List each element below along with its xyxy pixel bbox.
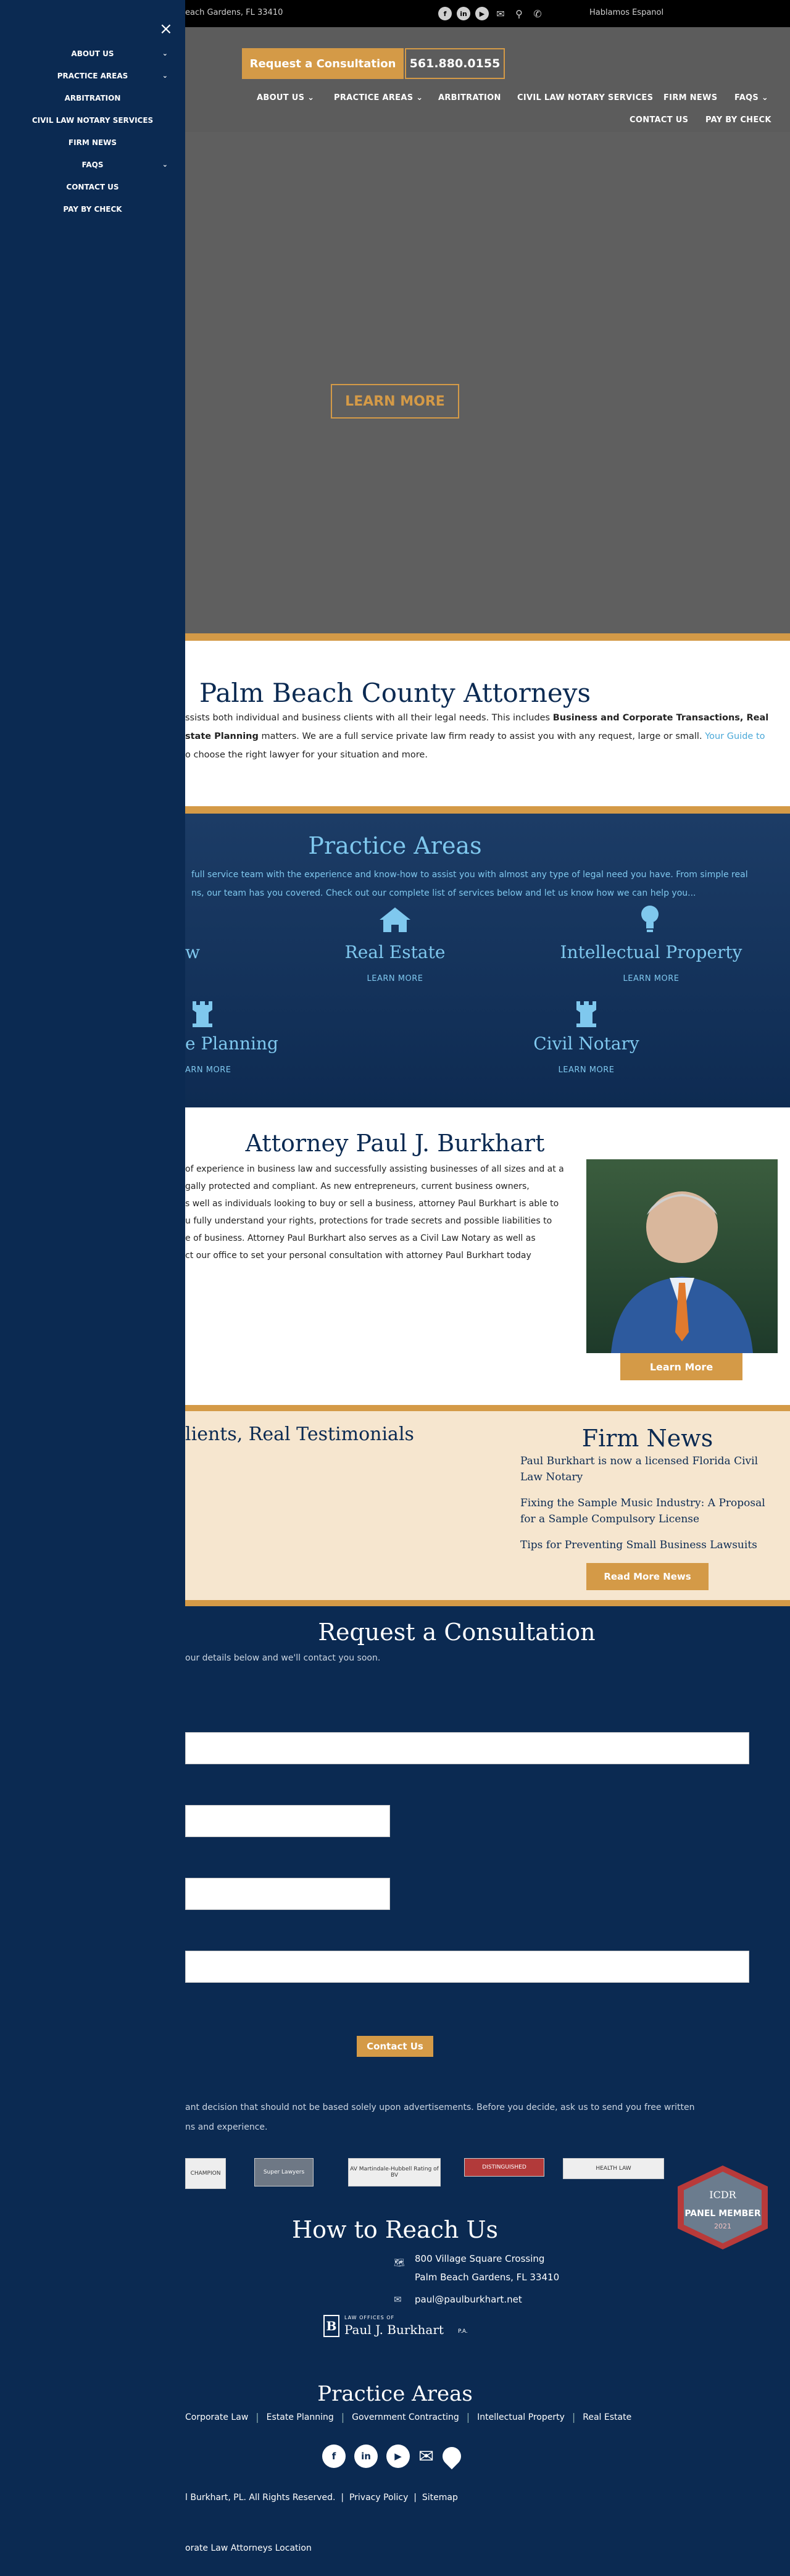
youtube-icon[interactable]: ▶ [475, 7, 489, 20]
reach-us-title: How to Reach Us [292, 2216, 498, 2243]
attorney-learn-more-button[interactable]: Learn More [620, 1353, 742, 1380]
nav-civil-law[interactable]: CIVIL LAW NOTARY SERVICES [517, 93, 654, 102]
consultation-subtitle: our details below and we'll contact you soon. [185, 1653, 381, 1663]
location-icon[interactable]: ⚲ [515, 7, 523, 20]
address-text: each Gardens, FL 33410 [185, 8, 283, 17]
location-link[interactable]: orate Law Attorneys Location [185, 2543, 312, 2553]
nav-practice-areas[interactable]: PRACTICE AREAS ⌄ [334, 93, 423, 102]
news-item-2[interactable]: Fixing the Sample Music Industry: A Proposal for a Sample Compulsory License [520, 1497, 765, 1525]
copyright-text: l Burkhart, PL. All Rights Reserved. | Privacy Policy | Sitemap [185, 2493, 458, 2503]
nav-faqs[interactable]: FAQS ⌄ [734, 93, 769, 102]
champion-badge: CHAMPION [185, 2158, 226, 2189]
footer-link-estate[interactable]: Estate Planning [266, 2412, 334, 2422]
phone-icon[interactable]: ✆ [533, 7, 542, 20]
drawer-item-firm-news[interactable]: FIRM NEWS [68, 138, 117, 147]
super-lawyers-badge: Super Lawyers [254, 2158, 314, 2186]
drawer-item-practice-areas[interactable]: PRACTICE AREAS ⌄ [57, 72, 168, 80]
practice-intro: full service team with the experience and know-how to assist you with almost any type of legal need you have. From simple real ns, our team has you covered. Check out our complete list of services below and let us know how we can help you... [191, 870, 748, 898]
attorney-title: Attorney Paul J. Burkhart [245, 1130, 545, 1157]
drawer-item-pay-by-check[interactable]: PAY BY CHECK [63, 205, 122, 214]
drawer-item-civil-law[interactable]: CIVIL LAW NOTARY SERVICES [31, 116, 154, 125]
distinguished-badge: DISTINGUISHED [464, 2158, 544, 2177]
attorneys-intro-text: ssists both individual and business clients with all their legal needs. This includes Business and Corporate Transactions, Real state Planning matters. We are a full service private law firm ready to assist you with any request, large or small. Your Guide to o choose the right lawyer for your situation and more. [185, 713, 769, 760]
practice-item-business-law-title[interactable]: w [185, 942, 200, 962]
drawer-item-faqs[interactable]: FAQS ⌄ [81, 160, 168, 169]
contact-us-submit-button[interactable]: Contact Us [357, 2036, 433, 2057]
linkedin-icon[interactable]: in [457, 7, 470, 20]
social-icons [438, 7, 544, 20]
email-input[interactable] [185, 1805, 390, 1837]
practice-item-estate-planning-title[interactable]: e Planning [185, 1033, 278, 1054]
practice-item-ip-title[interactable]: Intellectual Property [560, 942, 742, 962]
footer-practice-links: Corporate Law | Estate Planning | Government Contracting | Intellectual Property | Real Estate [185, 2411, 632, 2423]
ip-learn-more[interactable]: LEARN MORE [623, 974, 680, 983]
chevron-down-icon[interactable]: ⌄ [162, 160, 168, 169]
footer-link-government[interactable]: Government Contracting [352, 2412, 459, 2422]
chevron-down-icon[interactable]: ⌄ [162, 72, 168, 80]
nav-about[interactable]: ABOUT US ⌄ [257, 93, 315, 102]
close-icon[interactable]: × [159, 20, 173, 38]
facebook-icon[interactable]: f [322, 2445, 346, 2468]
phone-button[interactable]: 561.880.0155 [405, 48, 505, 79]
attorney-photo [586, 1159, 778, 1353]
drawer-item-about[interactable]: ABOUT US ⌄ [71, 49, 168, 58]
news-item-3[interactable]: Tips for Preventing Small Business Lawsuits [520, 1539, 757, 1551]
consultation-title: Request a Consultation [318, 1619, 596, 1646]
address-block[interactable]: 800 Village Square Crossing Palm Beach Gardens, FL 33410 [415, 2253, 560, 2283]
firm-news-title: Firm News [581, 1425, 713, 1452]
nav-contact[interactable]: CONTACT US [630, 115, 689, 125]
phone-input[interactable] [185, 1878, 390, 1910]
nav-arbitration[interactable]: ARBITRATION [438, 93, 501, 102]
mobile-menu-drawer [0, 0, 185, 2576]
practice-item-real-estate-title[interactable]: Real Estate [344, 942, 446, 962]
footer-practice-title: Practice Areas [317, 2382, 473, 2406]
full-name-input[interactable] [185, 1732, 749, 1764]
email-icon[interactable]: ✉ [418, 2445, 434, 2467]
location-pin-icon[interactable] [439, 2443, 465, 2469]
practice-item-civil-notary-title[interactable]: Civil Notary [533, 1033, 639, 1054]
firm-logo[interactable]: B LAW OFFICES OF Paul J. Burkhart P.A. [323, 2314, 469, 2340]
consultation-button[interactable]: Request a Consultation [242, 48, 404, 79]
estate-planning-learn-more[interactable]: ARN MORE [185, 1065, 231, 1075]
email-link[interactable]: paul@paulburkhart.net [415, 2294, 522, 2305]
hero-learn-more-button[interactable]: LEARN MORE [331, 384, 459, 419]
email-icon[interactable]: ✉ [496, 7, 505, 20]
tower-icon [191, 1000, 214, 1027]
guide-link[interactable]: Your Guide to [705, 732, 765, 741]
disclaimer-text: ant decision that should not be based solely upon advertisements. Before you decide, ask us to send you free written ns and experience. [185, 2103, 695, 2132]
footer-social-icons [322, 2445, 461, 2468]
tower-icon [575, 1000, 597, 1027]
email-icon: ✉ [394, 2294, 402, 2305]
facebook-icon[interactable]: f [438, 7, 452, 20]
youtube-icon[interactable]: ▶ [386, 2445, 410, 2468]
nav-pay-by-check[interactable]: PAY BY CHECK [705, 115, 771, 125]
footer-link-corporate[interactable]: Corporate Law [185, 2412, 249, 2422]
martindale-badge: AV Martindale-Hubbell Rating of BV [348, 2158, 441, 2186]
message-textarea[interactable] [185, 1951, 749, 1983]
icdr-panel-badge: ICDR PANEL MEMBER 2021 [674, 2164, 771, 2251]
testimonials-title: lients, Real Testimonials [185, 1423, 414, 1445]
nav-firm-news[interactable]: FIRM NEWS [663, 93, 718, 102]
logo-monogram-icon: B [323, 2315, 339, 2337]
read-more-news-button[interactable]: Read More News [586, 1563, 709, 1590]
attorneys-title: Palm Beach County Attorneys [199, 678, 591, 708]
spanish-link[interactable]: Hablamos Espanol [589, 8, 664, 17]
lightbulb-icon [641, 905, 659, 933]
map-icon: 🗺 [394, 2258, 405, 2268]
attorney-bio-text: of experience in business law and successfully assisting businesses of all sizes and at a gally protected and compliant. As new entrepreneurs, current business owners, s well as individuals looking to buy or sell a business, attorney Paul Burkhart is able to u fully understand your rights, protections for trade secrets and possible liabilities to e of business. Attorney Paul Burkhart also serves as a Civil Law Notary as well as ct our office to set your personal consultation with attorney Paul Burkhart today [185, 1164, 564, 1261]
drawer-item-contact[interactable]: CONTACT US [66, 183, 119, 191]
drawer-item-arbitration[interactable]: ARBITRATION [64, 94, 121, 102]
news-item-1[interactable]: Paul Burkhart is now a licensed Florida Civil Law Notary [520, 1455, 759, 1483]
chevron-down-icon[interactable]: ⌄ [162, 49, 168, 57]
house-icon [378, 906, 412, 933]
civil-notary-learn-more[interactable]: LEARN MORE [558, 1065, 615, 1075]
footer-link-real-estate[interactable]: Real Estate [583, 2412, 632, 2422]
real-estate-learn-more[interactable]: LEARN MORE [367, 974, 423, 983]
practice-areas-title: Practice Areas [308, 832, 482, 859]
health-law-badge: HEALTH LAW [563, 2158, 664, 2179]
footer-link-ip[interactable]: Intellectual Property [477, 2412, 565, 2422]
linkedin-icon[interactable]: in [354, 2445, 378, 2468]
